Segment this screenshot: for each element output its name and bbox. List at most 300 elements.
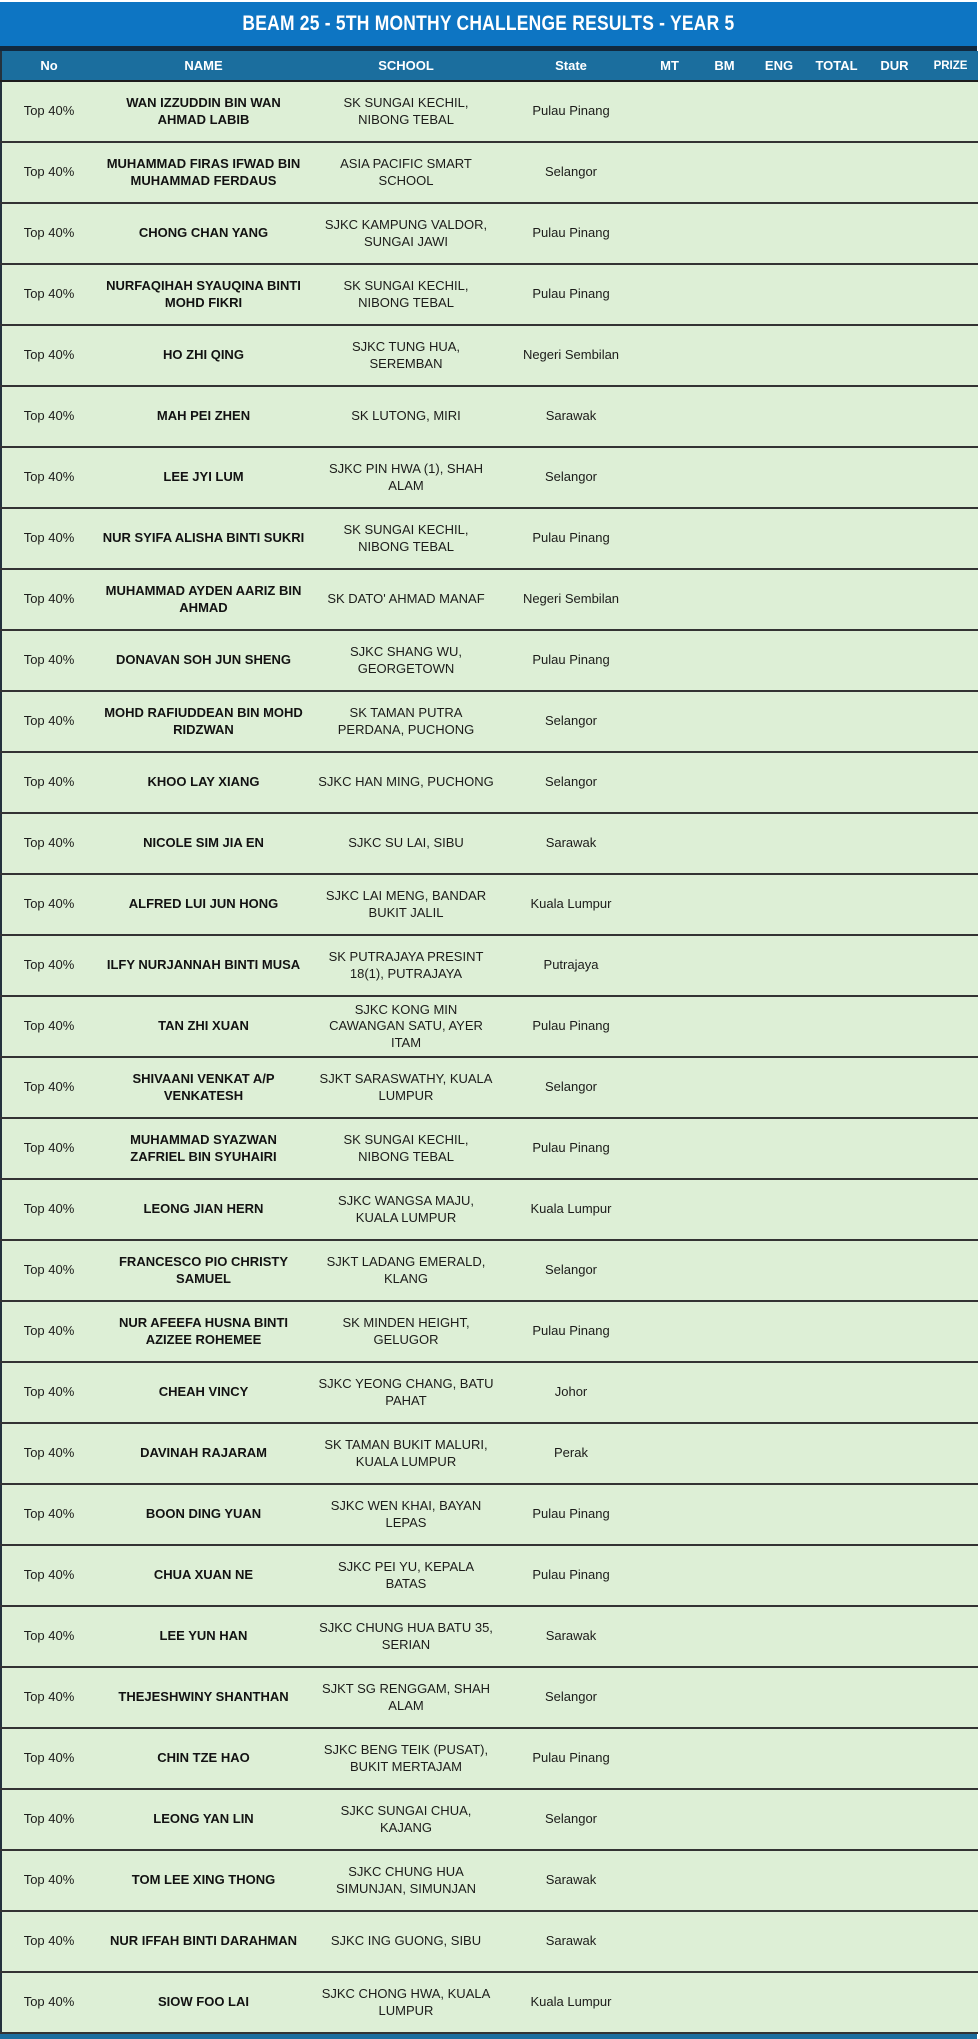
cell-no: Top 40% <box>1 1972 96 2033</box>
cell-school: SJKC WANGSA MAJU, KUALA LUMPUR <box>311 1179 501 1240</box>
cell-state: Sarawak <box>501 1850 641 1911</box>
table-row <box>1 813 978 874</box>
cell-mt <box>641 752 698 813</box>
cell-state: Selangor <box>501 1057 641 1118</box>
cell-eng <box>751 813 807 874</box>
cell-state: Selangor <box>501 1789 641 1850</box>
cell-no: Top 40% <box>1 691 96 752</box>
cell-total <box>807 752 866 813</box>
cell-state: Selangor <box>501 447 641 508</box>
cell-state: Pulau Pinang <box>501 81 641 142</box>
cell-eng <box>751 1423 807 1484</box>
cell-dur <box>866 874 923 935</box>
cell-state: Sarawak <box>501 386 641 447</box>
cell-no: Top 40% <box>1 447 96 508</box>
cell-state: Pulau Pinang <box>501 1118 641 1179</box>
cell-bm <box>698 1423 751 1484</box>
column-header-mt: MT <box>641 51 698 81</box>
cell-no: Top 40% <box>1 142 96 203</box>
cell-dur <box>866 1972 923 2033</box>
cell-total <box>807 569 866 630</box>
cell-dur <box>866 1545 923 1606</box>
cell-total <box>807 325 866 386</box>
column-header-state: State <box>501 51 641 81</box>
cell-eng <box>751 1789 807 1850</box>
cell-prize <box>923 447 978 508</box>
cell-state: Pulau Pinang <box>501 1545 641 1606</box>
cell-state: Selangor <box>501 691 641 752</box>
cell-prize <box>923 1728 978 1789</box>
cell-bm <box>698 1301 751 1362</box>
cell-dur <box>866 630 923 691</box>
cell-name: NURFAQIHAH SYAUQINA BINTI MOHD FIKRI <box>96 264 311 325</box>
cell-eng <box>751 630 807 691</box>
cell-school: SK SUNGAI KECHIL, NIBONG TEBAL <box>311 1118 501 1179</box>
cell-school: SK SUNGAI KECHIL, NIBONG TEBAL <box>311 508 501 569</box>
cell-mt <box>641 142 698 203</box>
table-row <box>1 1911 978 1972</box>
cell-state: Pulau Pinang <box>501 264 641 325</box>
cell-eng <box>751 1728 807 1789</box>
cell-dur <box>866 81 923 142</box>
table-row <box>1 1667 978 1728</box>
cell-mt <box>641 1972 698 2033</box>
cell-total <box>807 1667 866 1728</box>
cell-bm <box>698 1057 751 1118</box>
cell-bm <box>698 203 751 264</box>
cell-name: NUR AFEEFA HUSNA BINTI AZIZEE ROHEMEE <box>96 1301 311 1362</box>
cell-no: Top 40% <box>1 1240 96 1301</box>
table-row <box>1 325 978 386</box>
cell-eng <box>751 1179 807 1240</box>
cell-total <box>807 81 866 142</box>
cell-school: SJKC KONG MIN CAWANGAN SATU, AYER ITAM <box>311 996 501 1057</box>
cell-total <box>807 1850 866 1911</box>
cell-state: Perak <box>501 1423 641 1484</box>
cell-mt <box>641 1606 698 1667</box>
table-row <box>1 996 978 1057</box>
cell-prize <box>923 1118 978 1179</box>
cell-prize <box>923 325 978 386</box>
cell-eng <box>751 1972 807 2033</box>
cell-bm <box>698 1728 751 1789</box>
title-bar <box>0 2 977 46</box>
cell-name: SHIVAANI VENKAT A/P VENKATESH <box>96 1057 311 1118</box>
cell-total <box>807 1911 866 1972</box>
cell-dur <box>866 1240 923 1301</box>
cell-bm <box>698 1240 751 1301</box>
cell-name: MUHAMMAD FIRAS IFWAD BIN MUHAMMAD FERDAUS <box>96 142 311 203</box>
cell-total <box>807 691 866 752</box>
cell-prize <box>923 1911 978 1972</box>
cell-bm <box>698 264 751 325</box>
cell-state: Negeri Sembilan <box>501 325 641 386</box>
cell-name: LEONG YAN LIN <box>96 1789 311 1850</box>
cell-prize <box>923 386 978 447</box>
cell-school: SJKC KAMPUNG VALDOR, SUNGAI JAWI <box>311 203 501 264</box>
cell-prize <box>923 81 978 142</box>
cell-prize <box>923 630 978 691</box>
cell-prize <box>923 1301 978 1362</box>
cell-mt <box>641 1240 698 1301</box>
cell-bm <box>698 874 751 935</box>
cell-state: Pulau Pinang <box>501 1301 641 1362</box>
results-table <box>0 51 978 2034</box>
cell-school: SJKC CHONG HWA, KUALA LUMPUR <box>311 1972 501 2033</box>
cell-total <box>807 203 866 264</box>
cell-total <box>807 630 866 691</box>
column-header-school: SCHOOL <box>311 51 501 81</box>
cell-state: Kuala Lumpur <box>501 1972 641 2033</box>
cell-school: SK LUTONG, MIRI <box>311 386 501 447</box>
cell-name: MUHAMMAD AYDEN AARIZ BIN AHMAD <box>96 569 311 630</box>
cell-name: LEE YUN HAN <box>96 1606 311 1667</box>
cell-mt <box>641 1423 698 1484</box>
cell-school: SJKC CHUNG HUA SIMUNJAN, SIMUNJAN <box>311 1850 501 1911</box>
bottom-edge-strip <box>0 2034 977 2039</box>
cell-prize <box>923 1789 978 1850</box>
cell-mt <box>641 386 698 447</box>
table-row <box>1 691 978 752</box>
column-header-eng: ENG <box>751 51 807 81</box>
cell-total <box>807 1118 866 1179</box>
cell-total <box>807 1240 866 1301</box>
cell-name: WAN IZZUDDIN BIN WAN AHMAD LABIB <box>96 81 311 142</box>
cell-eng <box>751 386 807 447</box>
cell-mt <box>641 569 698 630</box>
cell-name: MAH PEI ZHEN <box>96 386 311 447</box>
cell-name: DAVINAH RAJARAM <box>96 1423 311 1484</box>
cell-bm <box>698 1667 751 1728</box>
cell-eng <box>751 569 807 630</box>
cell-name: TAN ZHI XUAN <box>96 996 311 1057</box>
cell-eng <box>751 935 807 996</box>
cell-mt <box>641 1057 698 1118</box>
cell-no: Top 40% <box>1 1667 96 1728</box>
cell-dur <box>866 1118 923 1179</box>
cell-mt <box>641 813 698 874</box>
cell-mt <box>641 935 698 996</box>
cell-mt <box>641 996 698 1057</box>
page-title: BEAM 25 - 5TH MONTHY CHALLENGE RESULTS - YEAR 5 <box>242 12 735 35</box>
cell-school: SJKC TUNG HUA, SEREMBAN <box>311 325 501 386</box>
cell-prize <box>923 1972 978 2033</box>
cell-mt <box>641 630 698 691</box>
cell-school: SJKC SHANG WU, GEORGETOWN <box>311 630 501 691</box>
cell-school: SK TAMAN PUTRA PERDANA, PUCHONG <box>311 691 501 752</box>
cell-name: CHONG CHAN YANG <box>96 203 311 264</box>
cell-prize <box>923 813 978 874</box>
table-row <box>1 935 978 996</box>
cell-bm <box>698 508 751 569</box>
cell-eng <box>751 508 807 569</box>
cell-bm <box>698 1911 751 1972</box>
cell-name: LEONG JIAN HERN <box>96 1179 311 1240</box>
cell-school: SJKT SARASWATHY, KUALA LUMPUR <box>311 1057 501 1118</box>
cell-total <box>807 508 866 569</box>
cell-mt <box>641 1118 698 1179</box>
cell-eng <box>751 1362 807 1423</box>
cell-bm <box>698 996 751 1057</box>
cell-state: Selangor <box>501 142 641 203</box>
cell-state: Pulau Pinang <box>501 996 641 1057</box>
cell-name: FRANCESCO PIO CHRISTY SAMUEL <box>96 1240 311 1301</box>
cell-dur <box>866 752 923 813</box>
cell-school: SJKC HAN MING, PUCHONG <box>311 752 501 813</box>
cell-school: SJKC CHUNG HUA BATU 35, SERIAN <box>311 1606 501 1667</box>
cell-prize <box>923 1545 978 1606</box>
cell-no: Top 40% <box>1 935 96 996</box>
cell-name: DONAVAN SOH JUN SHENG <box>96 630 311 691</box>
table-row <box>1 874 978 935</box>
table-row <box>1 1301 978 1362</box>
cell-total <box>807 142 866 203</box>
cell-mt <box>641 1484 698 1545</box>
column-header-bm: BM <box>698 51 751 81</box>
table-row <box>1 1362 978 1423</box>
cell-dur <box>866 1789 923 1850</box>
cell-bm <box>698 1179 751 1240</box>
cell-total <box>807 447 866 508</box>
cell-dur <box>866 447 923 508</box>
cell-total <box>807 1972 866 2033</box>
cell-prize <box>923 1667 978 1728</box>
cell-dur <box>866 142 923 203</box>
cell-no: Top 40% <box>1 752 96 813</box>
cell-name: KHOO LAY XIANG <box>96 752 311 813</box>
cell-prize <box>923 935 978 996</box>
cell-dur <box>866 325 923 386</box>
cell-name: ILFY NURJANNAH BINTI MUSA <box>96 935 311 996</box>
cell-prize <box>923 1484 978 1545</box>
cell-eng <box>751 691 807 752</box>
cell-name: MUHAMMAD SYAZWAN ZAFRIEL BIN SYUHAIRI <box>96 1118 311 1179</box>
cell-eng <box>751 1240 807 1301</box>
cell-name: NUR IFFAH BINTI DARAHMAN <box>96 1911 311 1972</box>
cell-dur <box>866 1667 923 1728</box>
cell-school: SK MINDEN HEIGHT, GELUGOR <box>311 1301 501 1362</box>
cell-bm <box>698 1606 751 1667</box>
cell-no: Top 40% <box>1 386 96 447</box>
cell-no: Top 40% <box>1 1850 96 1911</box>
cell-no: Top 40% <box>1 1423 96 1484</box>
cell-eng <box>751 142 807 203</box>
table-row <box>1 752 978 813</box>
cell-dur <box>866 691 923 752</box>
cell-prize <box>923 996 978 1057</box>
table-row <box>1 630 978 691</box>
cell-total <box>807 996 866 1057</box>
cell-eng <box>751 81 807 142</box>
cell-dur <box>866 264 923 325</box>
cell-name: CHIN TZE HAO <box>96 1728 311 1789</box>
cell-prize <box>923 691 978 752</box>
cell-eng <box>751 1606 807 1667</box>
cell-no: Top 40% <box>1 508 96 569</box>
cell-eng <box>751 325 807 386</box>
table-row <box>1 1972 978 2033</box>
cell-state: Johor <box>501 1362 641 1423</box>
table-body <box>1 81 978 2033</box>
cell-eng <box>751 447 807 508</box>
column-header-prize: PRIZE <box>923 51 978 81</box>
cell-mt <box>641 874 698 935</box>
cell-school: SJKC PIN HWA (1), SHAH ALAM <box>311 447 501 508</box>
cell-no: Top 40% <box>1 813 96 874</box>
cell-total <box>807 386 866 447</box>
cell-no: Top 40% <box>1 630 96 691</box>
cell-dur <box>866 508 923 569</box>
cell-bm <box>698 81 751 142</box>
cell-dur <box>866 1728 923 1789</box>
cell-state: Sarawak <box>501 813 641 874</box>
cell-state: Pulau Pinang <box>501 203 641 264</box>
cell-total <box>807 1728 866 1789</box>
cell-state: Pulau Pinang <box>501 630 641 691</box>
table-row <box>1 1728 978 1789</box>
cell-mt <box>641 1362 698 1423</box>
cell-mt <box>641 1850 698 1911</box>
cell-mt <box>641 1179 698 1240</box>
cell-no: Top 40% <box>1 1057 96 1118</box>
cell-dur <box>866 203 923 264</box>
column-header-total: TOTAL <box>807 51 866 81</box>
cell-total <box>807 1423 866 1484</box>
cell-state: Putrajaya <box>501 935 641 996</box>
cell-school: SK TAMAN BUKIT MALURI, KUALA LUMPUR <box>311 1423 501 1484</box>
cell-eng <box>751 1057 807 1118</box>
cell-mt <box>641 1545 698 1606</box>
cell-bm <box>698 1545 751 1606</box>
cell-state: Pulau Pinang <box>501 1484 641 1545</box>
cell-name: SIOW FOO LAI <box>96 1972 311 2033</box>
cell-mt <box>641 447 698 508</box>
cell-prize <box>923 1423 978 1484</box>
cell-dur <box>866 1423 923 1484</box>
cell-name: LEE JYI LUM <box>96 447 311 508</box>
cell-mt <box>641 1911 698 1972</box>
cell-mt <box>641 264 698 325</box>
cell-school: SJKC WEN KHAI, BAYAN LEPAS <box>311 1484 501 1545</box>
cell-eng <box>751 996 807 1057</box>
cell-prize <box>923 1362 978 1423</box>
cell-no: Top 40% <box>1 996 96 1057</box>
cell-mt <box>641 691 698 752</box>
table-row <box>1 1850 978 1911</box>
cell-state: Selangor <box>501 752 641 813</box>
cell-state: Selangor <box>501 1240 641 1301</box>
cell-dur <box>866 1179 923 1240</box>
cell-state: Selangor <box>501 1667 641 1728</box>
results-sheet <box>0 2 977 2039</box>
cell-mt <box>641 1667 698 1728</box>
cell-bm <box>698 325 751 386</box>
table-header-row <box>1 51 978 81</box>
cell-school: SK DATO' AHMAD MANAF <box>311 569 501 630</box>
cell-mt <box>641 1728 698 1789</box>
cell-dur <box>866 1484 923 1545</box>
cell-eng <box>751 752 807 813</box>
table-row <box>1 1789 978 1850</box>
cell-total <box>807 1606 866 1667</box>
cell-school: SJKC ING GUONG, SIBU <box>311 1911 501 1972</box>
cell-dur <box>866 996 923 1057</box>
cell-eng <box>751 1850 807 1911</box>
cell-prize <box>923 1057 978 1118</box>
cell-bm <box>698 1972 751 2033</box>
cell-no: Top 40% <box>1 874 96 935</box>
cell-name: THEJESHWINY SHANTHAN <box>96 1667 311 1728</box>
cell-no: Top 40% <box>1 1362 96 1423</box>
column-header-dur: DUR <box>866 51 923 81</box>
cell-eng <box>751 264 807 325</box>
cell-total <box>807 264 866 325</box>
cell-no: Top 40% <box>1 325 96 386</box>
cell-bm <box>698 447 751 508</box>
cell-no: Top 40% <box>1 569 96 630</box>
cell-name: CHUA XUAN NE <box>96 1545 311 1606</box>
cell-dur <box>866 386 923 447</box>
cell-bm <box>698 935 751 996</box>
cell-no: Top 40% <box>1 1545 96 1606</box>
column-header-name: NAME <box>96 51 311 81</box>
cell-mt <box>641 203 698 264</box>
cell-prize <box>923 264 978 325</box>
cell-eng <box>751 203 807 264</box>
cell-dur <box>866 1850 923 1911</box>
cell-bm <box>698 1362 751 1423</box>
table-row <box>1 81 978 142</box>
cell-total <box>807 1789 866 1850</box>
cell-state: Pulau Pinang <box>501 1728 641 1789</box>
cell-total <box>807 874 866 935</box>
cell-state: Sarawak <box>501 1606 641 1667</box>
cell-eng <box>751 1545 807 1606</box>
cell-school: SJKC LAI MENG, BANDAR BUKIT JALIL <box>311 874 501 935</box>
cell-mt <box>641 508 698 569</box>
cell-state: Kuala Lumpur <box>501 1179 641 1240</box>
cell-name: MOHD RAFIUDDEAN BIN MOHD RIDZWAN <box>96 691 311 752</box>
cell-state: Sarawak <box>501 1911 641 1972</box>
cell-no: Top 40% <box>1 1606 96 1667</box>
cell-eng <box>751 1118 807 1179</box>
table-row <box>1 1545 978 1606</box>
cell-mt <box>641 81 698 142</box>
cell-name: NICOLE SIM JIA EN <box>96 813 311 874</box>
table-row <box>1 1240 978 1301</box>
cell-name: BOON DING YUAN <box>96 1484 311 1545</box>
cell-school: SK SUNGAI KECHIL, NIBONG TEBAL <box>311 81 501 142</box>
cell-name: HO ZHI QING <box>96 325 311 386</box>
table-row <box>1 386 978 447</box>
cell-no: Top 40% <box>1 1728 96 1789</box>
cell-eng <box>751 1301 807 1362</box>
cell-bm <box>698 386 751 447</box>
cell-prize <box>923 1606 978 1667</box>
cell-total <box>807 1057 866 1118</box>
cell-mt <box>641 1301 698 1362</box>
cell-eng <box>751 1911 807 1972</box>
cell-no: Top 40% <box>1 1484 96 1545</box>
cell-state: Kuala Lumpur <box>501 874 641 935</box>
table-row <box>1 447 978 508</box>
cell-school: SJKC BENG TEIK (PUSAT), BUKIT MERTAJAM <box>311 1728 501 1789</box>
cell-bm <box>698 1484 751 1545</box>
cell-prize <box>923 752 978 813</box>
cell-prize <box>923 508 978 569</box>
cell-school: SJKC YEONG CHANG, BATU PAHAT <box>311 1362 501 1423</box>
table-row <box>1 264 978 325</box>
